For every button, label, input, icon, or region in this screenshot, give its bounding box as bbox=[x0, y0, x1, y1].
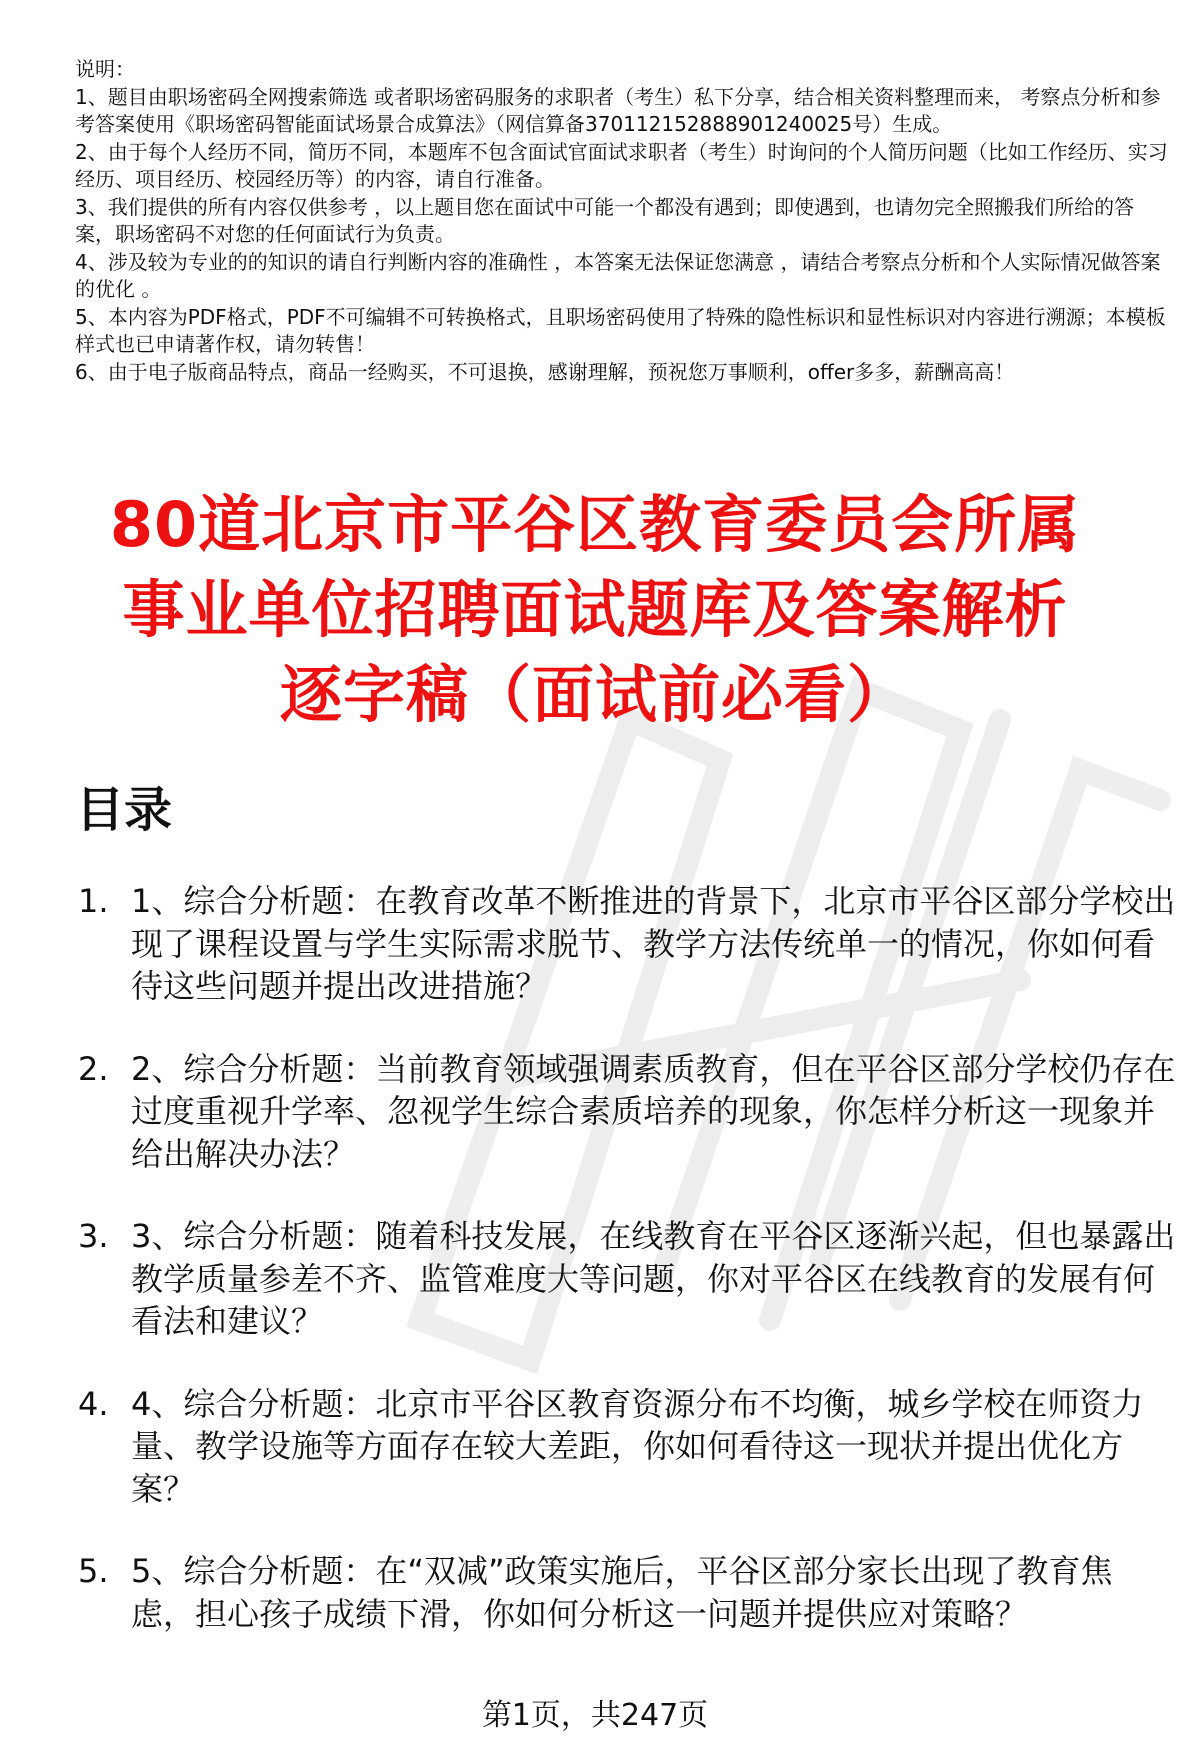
toc-item-number: 1. bbox=[78, 882, 109, 920]
disclaimer-notes bbox=[75, 56, 1170, 386]
title-line-1: 80道北京市平谷区教育委员会所属 bbox=[109, 488, 1081, 561]
toc-item-text: 3、综合分析题：随着科技发展，在线教育在平谷区逐渐兴起，但也暴露出教学质量参差不齐、监管难度大等问题，你对平谷区在线教育的发展有何看法和建议？ bbox=[131, 1217, 1176, 1340]
note-item-4: 4、涉及较为专业的的知识的请自行判断内容的准确性 ，本答案无法保证您满意 ，请结合考察点分析和个人实际情况做答案的优化 。 bbox=[75, 249, 1161, 301]
note-item-6: 6、由于电子版商品特点，商品一经购买，不可退换，感谢理解，预祝您万事顺利，offer多多，薪酬高高！ bbox=[75, 359, 1015, 384]
toc-item-number: 3. bbox=[78, 1217, 109, 1255]
title-line-2: 事业单位招聘面试题库及答案解析 bbox=[122, 573, 1068, 646]
toc-item[interactable] bbox=[76, 1383, 1176, 1511]
toc-item-number: 4. bbox=[78, 1384, 109, 1423]
note-item-3: 3、我们提供的所有内容仅供参考 ，以上题目您在面试中可能一个都没有遇到；即使遇到，也请勿完全照搬我们所给的答案，职场密码不对您的任何面试行为负责。 bbox=[75, 194, 1135, 246]
notes-heading: 说明： bbox=[75, 57, 135, 81]
toc-item[interactable] bbox=[76, 1048, 1176, 1176]
toc-item-text: 4、综合分析题：北京市平谷区教育资源分布不均衡，城乡学校在师资力量、教学设施等方面存在较大差距，你如何看待这一现状并提出优化方案？ bbox=[131, 1384, 1144, 1508]
toc-item[interactable] bbox=[76, 1215, 1176, 1343]
title-line-3: 逐字稿（面试前必看） bbox=[279, 658, 910, 731]
note-item-2: 2、由于每个人经历不同，简历不同，本题库不包含面试官面试求职者（考生）时询问的个人简历问题（比如工作经历、实习经历、项目经历、校园经历等）的内容，请自行准备。 bbox=[75, 139, 1168, 191]
toc-item-text: 1、综合分析题：在教育改革不断推进的背景下，北京市平谷区部分学校出现了课程设置与学生实际需求脱节、教学方法传统单一的情况，你如何看待这些问题并提出改进措施？ bbox=[131, 882, 1176, 1005]
document-title bbox=[60, 482, 1130, 737]
page-number-footer: 第1页，共247页 bbox=[481, 1698, 709, 1733]
note-item-5: 5、本内容为PDF格式，PDF不可编辑不可转换格式，且职场密码使用了特殊的隐性标识和显性标识对内容进行溯源；本模板样式也已申请著作权，请勿转售！ bbox=[75, 304, 1166, 356]
note-item-1: 1、题目由职场密码全网搜索筛选 或者职场密码服务的求职者（考生）私下分享，结合相关资料整理而来， 考察点分析和参考答案使用《职场密码智能面试场景合成算法》（网信算备370112152888901240025号）生成。 bbox=[75, 84, 1161, 136]
toc-item-text: 2、综合分析题：当前教育领域强调素质教育，但在平谷区部分学校仍存在过度重视升学率、忽视学生综合素质培养的现象，你怎样分析这一现象并给出解决办法？ bbox=[131, 1049, 1176, 1173]
toc-item-text: 5、综合分析题：在“双减”政策实施后，平谷区部分家长出现了教育焦虑，担心孩子成绩下滑，你如何分析这一问题并提供应对策略？ bbox=[131, 1552, 1113, 1633]
toc-item[interactable] bbox=[76, 880, 1176, 1008]
toc-item-number: 5. bbox=[78, 1552, 109, 1590]
toc-list bbox=[76, 880, 1176, 1675]
toc-heading: 目录 bbox=[76, 782, 173, 838]
toc-item-number: 2. bbox=[78, 1049, 109, 1088]
toc-item[interactable] bbox=[76, 1550, 1176, 1635]
